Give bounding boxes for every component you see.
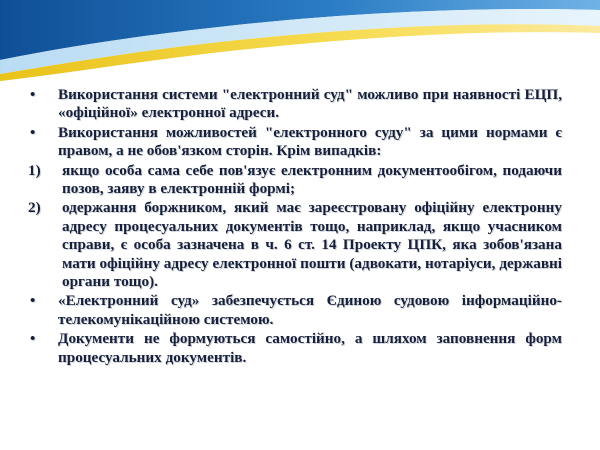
slide-body [28, 86, 562, 368]
bullet-marker: • [30, 330, 36, 348]
list-item-text: Використання системи "електронний суд" можливо при наявності ЕЦП, «офіційної» електронної адреси. [58, 86, 562, 122]
number-marker: 2) [28, 199, 41, 217]
bullet-marker: • [30, 123, 36, 141]
list-item [28, 86, 562, 123]
numbered-item-text: одержання боржником, який має зареєстровану офіційну електронну адресу процесуальних документів тощо, наприклад, якщо учасником справи, є особа зазначена в ч. 6 ст. 14 Проекту ЦПК, яка зобов'язана мати офіційну адресу електронної пошти (адвокати, нотаріуси, державні органи тощо). [62, 199, 562, 291]
header-wave-decoration [0, 0, 600, 90]
list-item [28, 124, 562, 161]
number-marker: 1) [28, 161, 41, 179]
list-item-text: Використання можливостей "електронного суду" за цими нормами є правом, а не обов'язком сторін. Крім випадків: [58, 123, 562, 160]
numbered-item-text: якщо особа сама себе пов'язує електронним документообігом, подаючи позов, заяву в електронній формі; [62, 161, 562, 198]
bullet-marker: • [30, 292, 36, 310]
list-item [28, 292, 562, 329]
list-item-text: Документи не формуються самостійно, а шляхом заповнення форм процесуальних документів. [58, 330, 562, 366]
list-item [28, 330, 562, 367]
bullet-marker: • [30, 86, 36, 103]
numbered-item [28, 199, 562, 291]
list-item-text: «Електронний суд» забезпечується Єдиною судовою інформаційно-телекомунікаційною системою. [58, 292, 562, 328]
numbered-item [28, 162, 562, 199]
